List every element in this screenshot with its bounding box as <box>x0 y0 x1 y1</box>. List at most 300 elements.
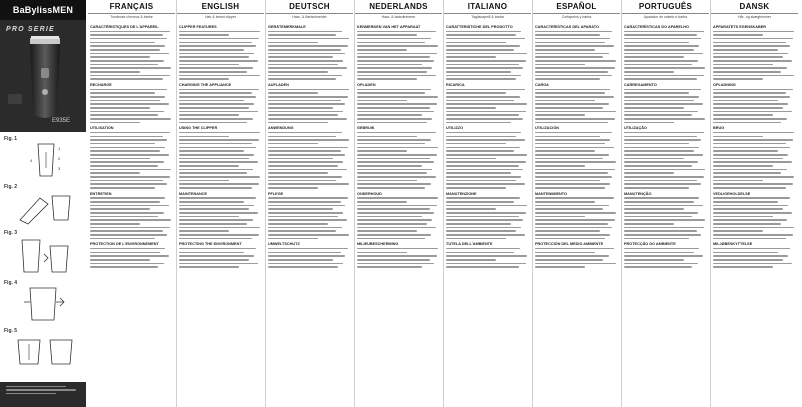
text-line <box>624 34 697 36</box>
text-line <box>535 139 610 141</box>
text-line <box>179 176 260 178</box>
text-line <box>179 201 244 203</box>
text-line <box>179 169 253 171</box>
section-title: CARACTERÍSTICAS DEL APARATO <box>535 25 599 29</box>
text-line <box>713 67 787 69</box>
text-line <box>357 248 438 250</box>
language-heading: PORTUGUÊS <box>622 0 709 14</box>
text-line <box>624 227 704 229</box>
text-line <box>535 223 608 225</box>
text-line <box>535 60 616 62</box>
figure-4-label: Fig. 4 <box>4 280 18 286</box>
text-line <box>446 143 506 145</box>
text-line <box>535 248 614 250</box>
text-line <box>535 172 608 174</box>
figure-2-drawing <box>10 190 80 226</box>
language-subtitle: Aparador de cabelo e barba <box>643 15 688 19</box>
column-body <box>177 20 264 268</box>
text-line <box>179 212 258 214</box>
text-line <box>446 31 521 33</box>
language-column <box>355 0 442 407</box>
text-line <box>357 122 427 124</box>
text-line <box>535 205 609 207</box>
text-line <box>268 136 336 138</box>
section-title: PROTECCIÓN DEL MEDIO AMBIENTE <box>535 242 604 247</box>
text-line <box>357 42 425 44</box>
text-line <box>446 38 525 40</box>
language-heading: ITALIANO <box>444 0 531 14</box>
text-line <box>90 266 158 268</box>
text-line <box>624 219 705 221</box>
text-line <box>268 118 347 120</box>
text-line <box>713 197 790 199</box>
section-title: VEDLIGEHOLDELSE <box>713 191 751 196</box>
text-line <box>268 31 342 33</box>
section-title: KENMERKEN VAN HET APPARAAT <box>357 25 421 29</box>
section-title: MANUTENÇÃO <box>624 191 652 196</box>
text-line <box>179 208 249 210</box>
text-line <box>179 92 252 94</box>
text-line <box>357 266 422 268</box>
text-line <box>357 176 436 178</box>
text-line <box>90 71 140 73</box>
text-line <box>268 56 333 58</box>
language-subtitle: Tondeuse cheveux & barbe <box>110 15 153 19</box>
text-line <box>90 183 167 185</box>
text-line <box>357 165 422 167</box>
text-line <box>624 248 699 250</box>
text-line <box>535 158 603 160</box>
text-line <box>268 143 318 145</box>
text-line <box>446 197 520 199</box>
text-line <box>357 132 436 134</box>
text-line <box>624 165 692 167</box>
text-line <box>535 64 585 66</box>
text-line <box>357 212 434 214</box>
text-line <box>713 212 792 214</box>
text-line <box>268 107 333 109</box>
text-line <box>446 172 511 174</box>
text-line <box>624 89 701 91</box>
section-title: TUTELA DELL'AMBIENTE <box>446 242 493 247</box>
column-divider <box>354 0 355 407</box>
section-title: MAINTENANCE <box>179 191 208 196</box>
text-line <box>713 122 781 124</box>
text-line <box>357 201 407 203</box>
text-line <box>624 259 684 261</box>
text-line <box>535 234 610 236</box>
text-line <box>535 45 614 47</box>
text-line <box>179 111 258 113</box>
text-line <box>268 53 345 55</box>
text-line <box>179 259 249 261</box>
text-line <box>713 64 773 66</box>
text-line <box>90 150 160 152</box>
text-line <box>179 49 244 51</box>
section-title: CARGA <box>535 83 549 88</box>
text-line <box>90 248 165 250</box>
column-body <box>533 20 620 268</box>
text-line <box>179 252 244 254</box>
text-line <box>713 227 794 229</box>
text-line <box>268 172 328 174</box>
text-line <box>446 139 525 141</box>
footer-address <box>6 386 82 396</box>
text-line <box>90 238 155 240</box>
text-line <box>268 154 345 156</box>
text-line <box>357 53 437 55</box>
text-line <box>268 96 348 98</box>
text-line <box>90 165 158 167</box>
text-line <box>446 107 496 109</box>
text-line <box>90 78 163 80</box>
text-line <box>357 78 417 80</box>
text-line <box>357 45 438 47</box>
text-line <box>624 197 699 199</box>
text-line <box>713 219 787 221</box>
text-line <box>90 118 171 120</box>
text-line <box>268 208 333 210</box>
text-line <box>624 53 703 55</box>
text-line <box>713 96 790 98</box>
text-line <box>179 107 249 109</box>
text-line <box>535 132 612 134</box>
text-line <box>268 114 338 116</box>
text-line <box>446 114 519 116</box>
language-column <box>711 0 798 407</box>
figure-3-drawing <box>10 236 80 276</box>
text-line <box>357 38 431 40</box>
text-line <box>268 169 347 171</box>
text-line <box>357 31 436 33</box>
text-line <box>713 255 788 257</box>
text-line <box>90 49 160 51</box>
text-line <box>179 67 253 69</box>
text-line <box>268 227 342 229</box>
text-line <box>624 180 697 182</box>
text-line <box>179 180 229 182</box>
text-line <box>624 234 701 236</box>
text-line <box>713 183 793 185</box>
text-line <box>268 147 348 149</box>
text-line <box>446 183 525 185</box>
text-line <box>268 92 318 94</box>
text-line <box>268 187 318 189</box>
text-line <box>268 89 349 91</box>
text-line <box>268 78 336 80</box>
text-line <box>357 56 430 58</box>
text-line <box>446 219 523 221</box>
text-line <box>713 103 788 105</box>
text-line <box>179 230 229 232</box>
text-line <box>357 219 432 221</box>
text-line <box>90 223 140 225</box>
text-line <box>535 216 585 218</box>
text-line <box>535 252 595 254</box>
text-line <box>446 180 516 182</box>
text-line <box>357 96 438 98</box>
language-heading: ESPAÑOL <box>533 0 620 14</box>
text-line <box>179 183 259 185</box>
text-line <box>713 31 794 33</box>
text-line <box>535 255 609 257</box>
text-line <box>357 252 407 254</box>
text-line <box>357 75 436 77</box>
text-line <box>268 248 348 250</box>
section-title: UTILIZACIÓN <box>535 126 560 131</box>
figure-3-label: Fig. 3 <box>4 230 18 236</box>
figure-4-drawing <box>10 286 80 324</box>
text-line <box>535 219 615 221</box>
section-title: MILJØBESKYTTELSE <box>713 242 753 247</box>
text-line <box>624 71 674 73</box>
text-line <box>624 223 674 225</box>
text-line <box>268 42 318 44</box>
text-line <box>624 187 689 189</box>
language-column <box>444 0 531 407</box>
text-line <box>535 230 600 232</box>
text-line <box>179 122 247 124</box>
text-line <box>535 53 609 55</box>
text-line <box>535 136 600 138</box>
text-line <box>535 227 612 229</box>
text-line <box>446 42 506 44</box>
section-title: RICARICA <box>446 83 465 88</box>
text-line <box>268 263 343 265</box>
text-line <box>357 103 437 105</box>
text-line <box>713 42 786 44</box>
text-line <box>713 234 793 236</box>
text-line <box>624 205 703 207</box>
language-column <box>266 0 353 407</box>
text-line <box>713 107 783 109</box>
text-line <box>624 67 705 69</box>
text-line <box>357 49 407 51</box>
text-line <box>90 60 164 62</box>
text-line <box>179 89 259 91</box>
svg-text:2: 2 <box>58 156 61 161</box>
text-line <box>357 216 422 218</box>
text-line <box>268 161 343 163</box>
section-title: CLIPPER FEATURES <box>179 25 217 29</box>
text-line <box>535 150 595 152</box>
text-line <box>90 187 155 189</box>
text-line <box>713 266 773 268</box>
text-line <box>624 172 674 174</box>
text-line <box>713 147 790 149</box>
column-divider <box>176 0 177 407</box>
text-line <box>624 147 699 149</box>
text-line <box>179 75 260 77</box>
section-title: CARACTÉRISTIQUES DE L'APPAREIL <box>90 25 159 29</box>
text-line <box>268 165 338 167</box>
text-line <box>624 38 701 40</box>
text-line <box>446 118 523 120</box>
text-line <box>535 107 603 109</box>
text-line <box>446 56 496 58</box>
text-line <box>446 64 519 66</box>
text-line <box>624 78 697 80</box>
text-line <box>179 143 252 145</box>
section-title: GEBRUIK <box>357 126 375 131</box>
text-line <box>90 158 150 160</box>
text-line <box>357 118 432 120</box>
text-line <box>624 266 692 268</box>
text-line <box>535 187 605 189</box>
text-line <box>357 227 436 229</box>
text-line <box>179 165 239 167</box>
section-title: UTILIZAÇÃO <box>624 126 647 131</box>
svg-text:3: 3 <box>58 166 61 171</box>
text-line <box>624 111 698 113</box>
text-line <box>90 197 165 199</box>
text-line <box>90 212 164 214</box>
text-line <box>179 205 254 207</box>
text-line <box>90 143 155 145</box>
section-title: PROTECÇÃO DO AMBIENTE <box>624 242 676 247</box>
text-line <box>268 234 349 236</box>
text-line <box>446 89 525 91</box>
text-line <box>357 107 430 109</box>
text-line <box>713 45 790 47</box>
text-line <box>446 78 516 80</box>
text-line <box>446 161 526 163</box>
text-line <box>713 132 794 134</box>
text-line <box>624 143 689 145</box>
text-line <box>713 208 783 210</box>
text-line <box>713 201 778 203</box>
text-line <box>713 180 763 182</box>
text-line <box>446 150 514 152</box>
text-line <box>446 263 526 265</box>
language-heading: FRANÇAIS <box>88 0 175 14</box>
text-line <box>713 139 793 141</box>
text-line <box>446 45 520 47</box>
text-line <box>624 150 694 152</box>
text-line <box>268 176 342 178</box>
text-line <box>268 34 336 36</box>
svg-text:1: 1 <box>58 146 61 151</box>
text-line <box>357 205 437 207</box>
text-line <box>90 53 169 55</box>
language-column <box>177 0 264 407</box>
text-line <box>446 230 516 232</box>
text-line <box>268 60 343 62</box>
text-line <box>357 183 431 185</box>
text-line <box>713 111 792 113</box>
text-line <box>713 150 778 152</box>
text-line <box>535 71 608 73</box>
text-line <box>179 71 247 73</box>
text-line <box>713 53 788 55</box>
text-line <box>357 180 417 182</box>
text-line <box>179 118 253 120</box>
column-divider <box>532 0 533 407</box>
text-line <box>268 64 338 66</box>
text-line <box>535 122 608 124</box>
text-line <box>179 42 252 44</box>
text-line <box>624 75 704 77</box>
text-line <box>90 255 169 257</box>
text-line <box>535 114 585 116</box>
text-line <box>535 103 609 105</box>
section-title: BRUG <box>713 126 725 131</box>
text-line <box>179 263 258 265</box>
text-line <box>713 263 792 265</box>
text-line <box>357 238 425 240</box>
text-line <box>535 56 603 58</box>
text-line <box>446 67 523 69</box>
text-line <box>535 259 603 261</box>
text-line <box>179 64 239 66</box>
text-line <box>535 161 616 163</box>
text-line <box>357 150 407 152</box>
text-line <box>357 172 427 174</box>
text-line <box>268 122 328 124</box>
text-line <box>446 259 496 261</box>
text-line <box>90 259 150 261</box>
text-line <box>446 201 514 203</box>
text-line <box>179 45 256 47</box>
text-line <box>446 122 511 124</box>
text-line <box>624 263 698 265</box>
text-line <box>713 143 786 145</box>
language-heading: NEDERLANDS <box>355 0 442 14</box>
text-line <box>713 60 792 62</box>
column-divider <box>710 0 711 407</box>
text-line <box>624 201 694 203</box>
section-title: CARATTERISTICHE DEL PRODOTTO <box>446 25 513 29</box>
text-line <box>179 234 259 236</box>
text-line <box>446 147 520 149</box>
language-column <box>622 0 709 407</box>
text-line <box>624 176 704 178</box>
text-line <box>446 92 506 94</box>
text-line <box>268 150 341 152</box>
text-line <box>535 183 610 185</box>
section-title: CARACTERÍSTICAS DO APARELHO <box>624 25 689 29</box>
text-line <box>268 45 348 47</box>
text-line <box>90 154 169 156</box>
text-line <box>268 205 345 207</box>
text-line <box>535 31 612 33</box>
text-line <box>179 266 239 268</box>
text-line <box>624 42 689 44</box>
text-line <box>535 38 610 40</box>
section-title: AUFLADEN <box>268 83 289 88</box>
text-line <box>535 100 595 102</box>
text-line <box>713 230 763 232</box>
text-line <box>713 71 781 73</box>
section-title: USING THE CLIPPER <box>179 126 218 131</box>
text-line <box>90 263 164 265</box>
text-line <box>357 259 430 261</box>
column-divider <box>265 0 266 407</box>
text-line <box>713 92 786 94</box>
language-heading: DANSK <box>711 0 798 14</box>
text-line <box>179 154 254 156</box>
text-line <box>357 147 438 149</box>
text-line <box>624 136 697 138</box>
text-line <box>357 187 425 189</box>
text-line <box>357 92 425 94</box>
text-line <box>90 100 160 102</box>
text-line <box>179 158 249 160</box>
text-line <box>446 223 511 225</box>
text-line <box>713 176 794 178</box>
text-line <box>90 234 167 236</box>
text-line <box>446 100 514 102</box>
